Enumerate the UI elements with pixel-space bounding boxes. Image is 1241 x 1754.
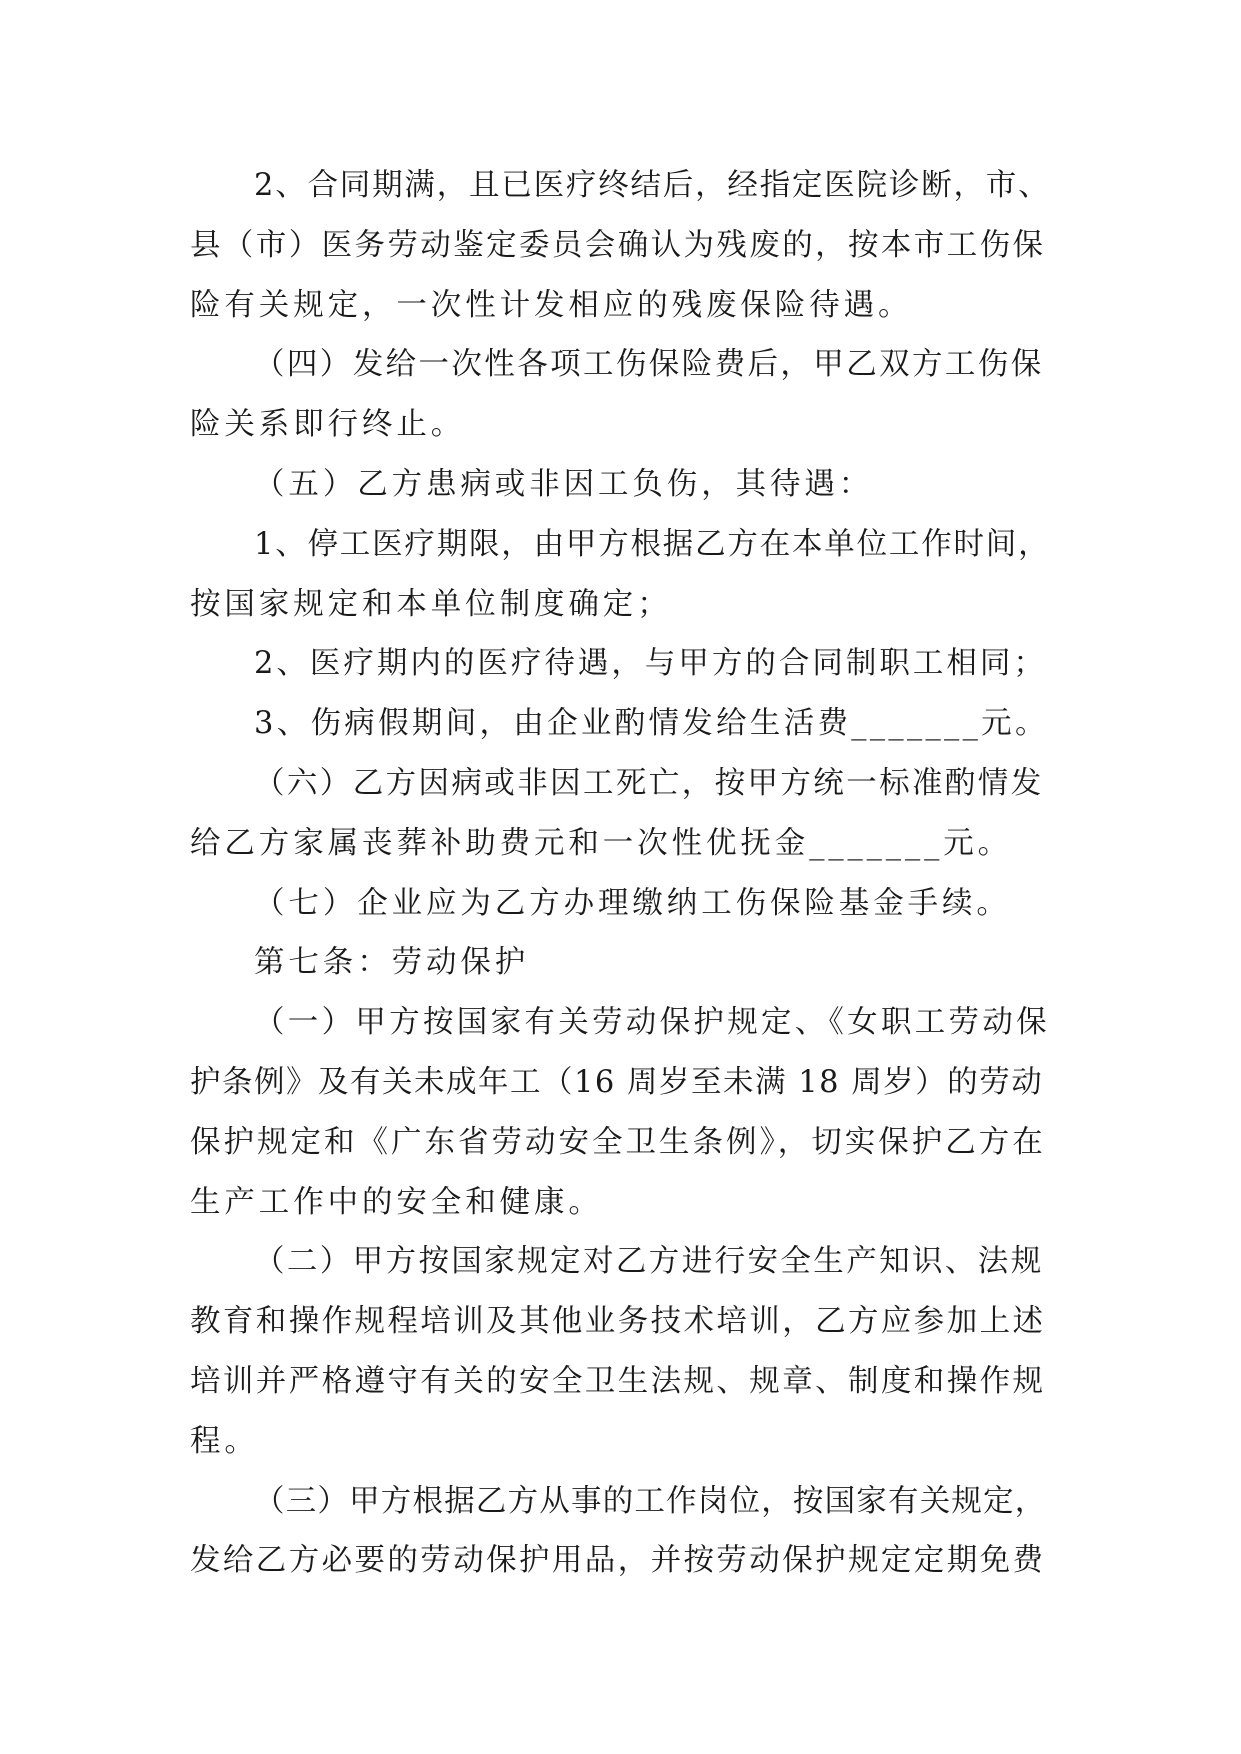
text-line: （五）乙方患病或非因工负伤，其待遇： xyxy=(254,466,874,502)
section-heading: 第七条：劳动保护 xyxy=(254,945,530,981)
text-line: 1、停工医疗期限，由甲方根据乙方在本单位工作时间， xyxy=(254,526,1051,562)
text-line: （六）乙方因病或非因工死亡，按甲方统一标准酌情发 xyxy=(254,765,1044,801)
text-line: 程。 xyxy=(190,1423,259,1459)
text-line: 护条例》及有关未成年工（16 周岁至未满 18 周岁）的劳动 xyxy=(190,1064,1044,1100)
text-line: 县（市）医务劳动鉴定委员会确认为残废的，按本市工伤保 xyxy=(190,227,1046,263)
text-line: 险有关规定，一次性计发相应的残废保险待遇。 xyxy=(190,287,913,323)
text-line: 给乙方家属丧葬补助费元和一次性优抚金_______元。 xyxy=(190,825,1013,861)
text-line: （三）甲方根据乙方从事的工作岗位，按国家有关规定， xyxy=(254,1483,1047,1519)
text-line: 教育和操作规程培训及其他业务技术培训，乙方应参加上述 xyxy=(190,1304,1046,1340)
text-line: （四）发给一次性各项工伤保险费后，甲乙双方工伤保 xyxy=(254,347,1044,383)
document-page xyxy=(190,156,1050,1591)
text-line: （二）甲方按国家规定对乙方进行安全生产知识、法规 xyxy=(254,1244,1044,1280)
text-line: 保护规定和《广东省劳动安全卫生条例》，切实保护乙方在 xyxy=(190,1124,1046,1160)
text-line: 2、合同期满，且已医疗终结后，经指定医院诊断，市、 xyxy=(254,168,1051,203)
text-line: （七）企业应为乙方办理缴纳工伤保险基金手续。 xyxy=(254,885,1011,921)
text-line: 险关系即行终止。 xyxy=(190,407,466,443)
text-line: 发给乙方必要的劳动保护用品，并按劳动保护规定定期免费 xyxy=(190,1543,1046,1579)
text-line: 3、伤病假期间，由企业酌情发给生活费_______元。 xyxy=(254,706,1049,742)
text-line: （一）甲方按国家有关劳动保护规定、《女职工劳动保 xyxy=(254,1005,1050,1041)
text-line: 按国家规定和本单位制度确定； xyxy=(190,586,672,622)
text-line: 2、医疗期内的医疗待遇，与甲方的合同制职工相同； xyxy=(254,646,1047,682)
text-line: 培训并严格遵守有关的安全卫生法规、规章、制度和操作规 xyxy=(190,1363,1046,1399)
text-line: 生产工作中的安全和健康。 xyxy=(190,1184,603,1220)
